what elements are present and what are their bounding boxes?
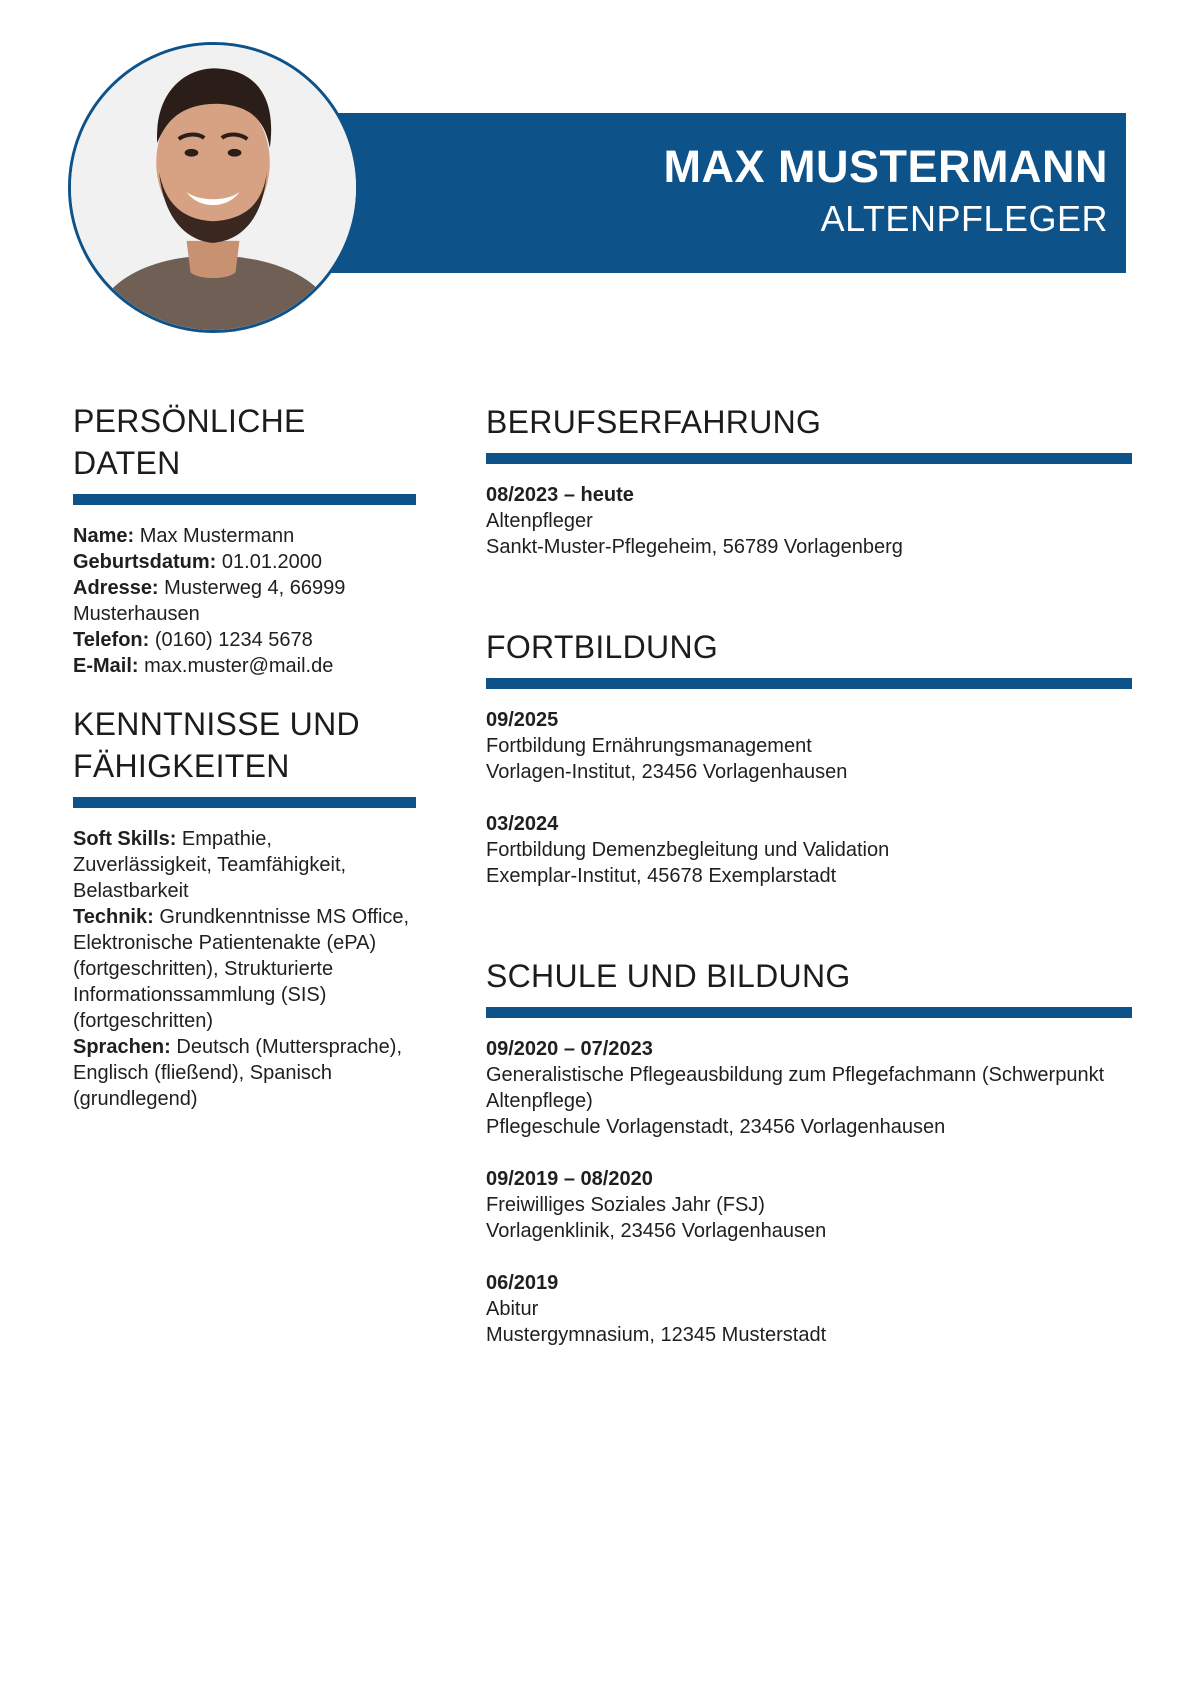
profile-photo bbox=[68, 42, 359, 333]
header-banner bbox=[320, 113, 1126, 273]
skills-tech-row bbox=[73, 904, 416, 1034]
candidate-job-title: ALTENPFLEGER bbox=[820, 198, 1108, 239]
personal-email-row bbox=[73, 653, 416, 679]
section-rule bbox=[73, 494, 416, 505]
entry-place: Vorlagenklinik, 23456 Vorlagenhausen bbox=[486, 1220, 827, 1242]
section-personal-data bbox=[73, 400, 416, 679]
section-education bbox=[486, 955, 1132, 1348]
value: 01.01.2000 bbox=[221, 551, 323, 573]
label: Soft Skills: bbox=[73, 828, 177, 850]
entry-place: Sankt-Muster-Pflegeheim, 56789 Vorlagenberg bbox=[486, 536, 903, 558]
entry-date: 03/2024 bbox=[486, 813, 559, 835]
entry-place: Mustergymnasium, 12345 Musterstadt bbox=[486, 1324, 827, 1346]
section-heading-skills: KENNTNISSE UND FÄHIGKEITEN bbox=[73, 706, 360, 784]
entry-place: Vorlagen-Institut, 23456 Vorlagenhausen bbox=[486, 761, 848, 783]
value: Max Mustermann bbox=[139, 525, 295, 547]
section-heading-experience: BERUFSERFAHRUNG bbox=[486, 404, 822, 440]
value: Deutsch (Muttersprache), Englisch (fließend), Spanisch (grundlegend) bbox=[73, 1036, 403, 1110]
education-entry bbox=[486, 1036, 1132, 1140]
entry-date: 09/2025 bbox=[486, 709, 559, 731]
label: Sprachen: bbox=[73, 1036, 171, 1058]
entry-title: Freiwilliges Soziales Jahr (FSJ) bbox=[486, 1194, 765, 1216]
section-experience bbox=[486, 401, 1132, 560]
label: Name: bbox=[73, 525, 135, 547]
entry-date: 09/2019 – 08/2020 bbox=[486, 1168, 653, 1190]
label: E-Mail: bbox=[73, 655, 139, 677]
training-entry bbox=[486, 811, 1132, 889]
section-rule bbox=[486, 1007, 1132, 1018]
entry-title: Fortbildung Demenzbegleitung und Validation bbox=[486, 839, 890, 861]
section-rule bbox=[486, 453, 1132, 464]
label: Technik: bbox=[73, 906, 154, 928]
entry-date: 09/2020 – 07/2023 bbox=[486, 1038, 653, 1060]
skills-list bbox=[73, 826, 416, 1112]
personal-data-list bbox=[73, 523, 416, 679]
personal-name-row bbox=[73, 523, 416, 549]
entry-place: Pflegeschule Vorlagenstadt, 23456 Vorlagenhausen bbox=[486, 1116, 946, 1138]
label: Geburtsdatum: bbox=[73, 551, 217, 573]
label: Telefon: bbox=[73, 629, 150, 651]
training-entry bbox=[486, 707, 1132, 785]
entry-title: Altenpfleger bbox=[486, 510, 593, 532]
section-rule bbox=[73, 797, 416, 808]
section-training bbox=[486, 626, 1132, 889]
experience-entry bbox=[486, 482, 1132, 560]
entry-date: 06/2019 bbox=[486, 1272, 559, 1294]
skills-soft-row bbox=[73, 826, 416, 904]
section-heading-education: SCHULE UND BILDUNG bbox=[486, 958, 851, 994]
personal-birth-row bbox=[73, 549, 416, 575]
education-entry bbox=[486, 1270, 1132, 1348]
entry-date: 08/2023 – heute bbox=[486, 484, 634, 506]
value: Musterweg 4, 66999 Musterhausen bbox=[73, 577, 346, 625]
email-link[interactable]: max.muster@mail.de bbox=[144, 655, 334, 677]
section-rule bbox=[486, 678, 1132, 689]
entry-title: Fortbildung Ernährungsmanagement bbox=[486, 735, 812, 757]
entry-place: Exemplar-Institut, 45678 Exemplarstadt bbox=[486, 865, 837, 887]
value: Grundkenntnisse MS Office, Elektronische Patientenakte (ePA) (fortgeschritten), Strukturierte Informationssammlung (SIS) (fortgeschritten) bbox=[73, 906, 410, 1032]
profile-photo-illustration bbox=[71, 45, 356, 330]
entry-title: Generalistische Pflegeausbildung zum Pflegefachmann (Schwerpunkt Altenpflege) bbox=[486, 1064, 1105, 1112]
personal-phone-row bbox=[73, 627, 416, 653]
label: Adresse: bbox=[73, 577, 159, 599]
entry-title: Abitur bbox=[486, 1298, 539, 1320]
candidate-name: MAX MUSTERMANN bbox=[663, 141, 1108, 192]
skills-lang-row bbox=[73, 1034, 416, 1112]
section-heading-training: FORTBILDUNG bbox=[486, 629, 719, 665]
section-skills bbox=[73, 703, 416, 1112]
section-heading-personal: PERSÖNLICHE DATEN bbox=[73, 403, 306, 481]
personal-address-row bbox=[73, 575, 416, 627]
education-entry bbox=[486, 1166, 1132, 1244]
value: Empathie, Zuverlässigkeit, Teamfähigkeit, Belastbarkeit bbox=[73, 828, 347, 902]
value: (0160) 1234 5678 bbox=[154, 629, 313, 651]
